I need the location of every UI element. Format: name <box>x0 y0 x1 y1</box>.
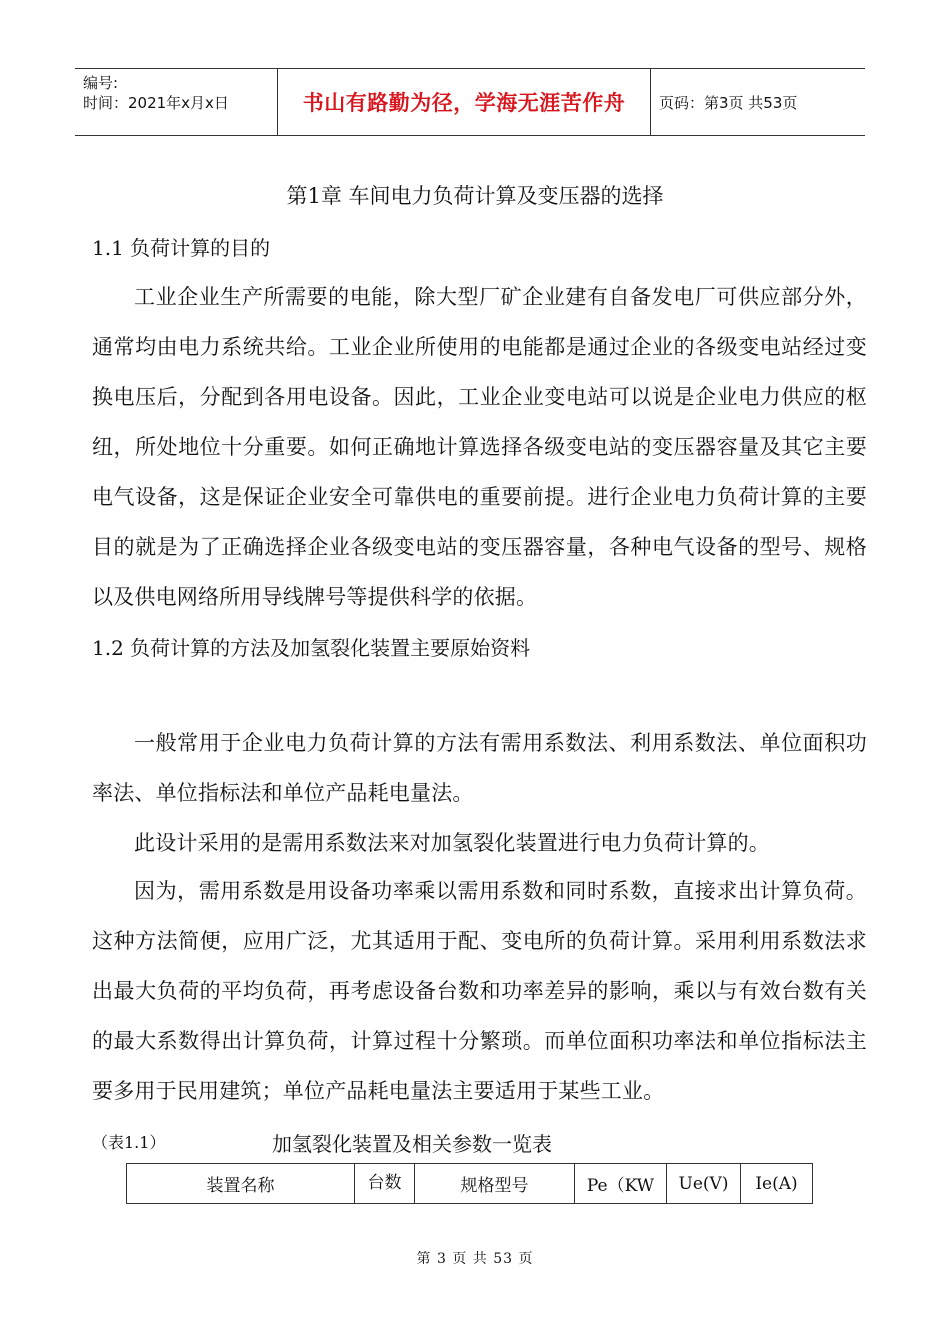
page-footer: 第 3 页 共 53 页 <box>416 1251 534 1267</box>
table-title: 加氢裂化装置及相关参数一览表 <box>272 1132 552 1156</box>
section-heading-1-2: 1.2 负荷计算的方法及加氢裂化装置主要原始资料 <box>92 636 531 660</box>
col-header-ue: Ue(V) <box>667 1164 741 1204</box>
table-number: （表1.1） <box>92 1133 166 1152</box>
section-1-2-paragraph-2: 此设计采用的是需用系数法来对加氢裂化装置进行电力负荷计算的。 <box>134 831 770 855</box>
parameters-table <box>126 1163 813 1204</box>
col-header-device-name: 装置名称 <box>127 1164 355 1204</box>
section-1-1-paragraph: 工业企业生产所需要的电能，除大型厂矿企业建有自备发电厂可供应部分外，通常均由电力系统共给。工业企业所使用的电能都是通过企业的各级变电站经过变换电压后，分配到各用电设备。因此，工业企业变电站可以说是企业电力供应的枢纽，所处地位十分重要。如何正确地计算选择各级变电站的变压器容量及其它主要电气设备，这是保证企业安全可靠供电的重要前提。进行企业电力负荷计算的主要目的就是为了正确选择企业各级变电站的变压器容量，各种电气设备的型号、规格以及供电网络所用导线牌号等提供科学的依据。 <box>92 285 867 609</box>
col-header-count: 台数 <box>355 1164 415 1204</box>
header-meta <box>75 69 277 135</box>
header-motto: 书山有路勤为径，学海无涯苦作舟 <box>302 91 626 115</box>
header-motto-cell <box>277 69 651 135</box>
header-page-cell <box>651 69 865 135</box>
section-heading-1-1: 1.1 负荷计算的目的 <box>92 236 271 260</box>
page-header <box>75 68 865 136</box>
col-header-spec-model: 规格型号 <box>415 1164 575 1204</box>
chapter-title: 第1章 车间电力负荷计算及变压器的选择 <box>286 184 664 208</box>
section-1-2-paragraph-1: 一般常用于企业电力负荷计算的方法有需用系数法、利用系数法、单位面积功率法、单位指标法和单位产品耗电量法。 <box>92 731 867 805</box>
col-header-pe: Pe（KW <box>575 1164 667 1204</box>
table-header-row <box>127 1164 813 1204</box>
header-page-label: 页码：第3页 共53页 <box>659 93 798 112</box>
section-1-2-paragraph-3: 因为，需用系数是用设备功率乘以需用系数和同时系数，直接求出计算负荷。这种方法简便，应用广泛，尤其适用于配、变电所的负荷计算。采用利用系数法求出最大负荷的平均负荷，再考虑设备台数和功率差异的影响，乘以与有效台数有关的最大系数得出计算负荷，计算过程十分繁琐。而单位面积功率法和单位指标法主要多用于民用建筑；单位产品耗电量法主要适用于某些工业。 <box>92 879 867 1103</box>
col-header-ie: Ie(A) <box>741 1164 813 1204</box>
header-number-label: 编号: <box>83 74 119 92</box>
header-time-label: 时间：2021年x月x日 <box>83 94 229 112</box>
